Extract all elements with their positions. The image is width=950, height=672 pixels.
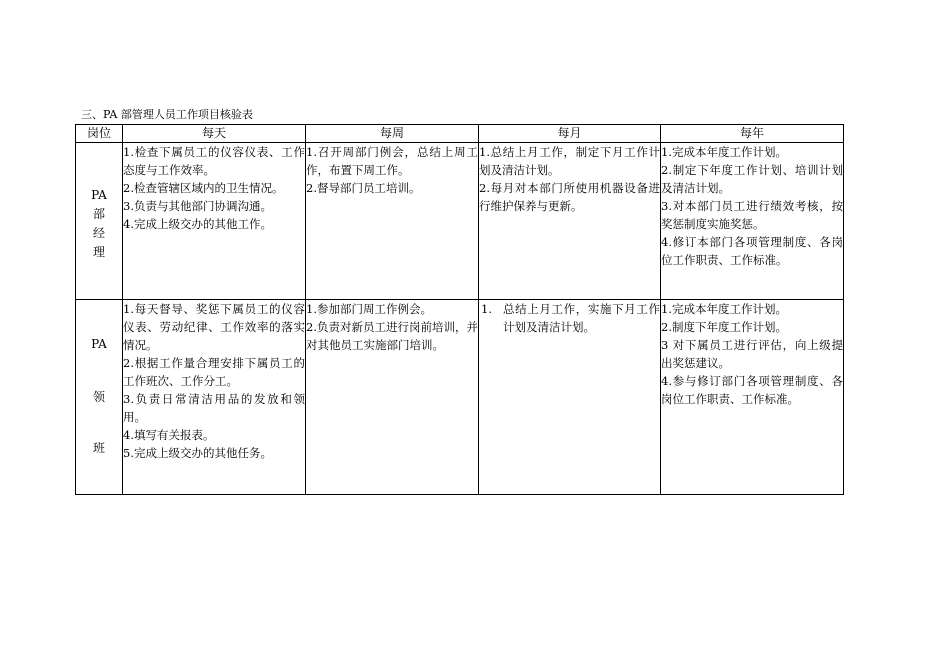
- duty-item: 1.完成本年度工作计划。: [661, 145, 787, 159]
- duty-item-number: 1.: [481, 302, 492, 316]
- duty-item: 4.完成上级交办的其他工作。: [123, 217, 272, 231]
- position-label-line: PA: [91, 337, 107, 351]
- duty-item: 1.参加部门周工作例会。: [306, 302, 432, 316]
- header-weekly: 每周: [306, 125, 479, 143]
- duty-item: 1.总结上月工作，制定下月工作计划及清洁计划。: [479, 145, 660, 177]
- duty-item: 2.制度下年度工作计划。: [661, 320, 787, 334]
- position-label-line: 班: [92, 441, 105, 455]
- duty-item: 3 对下属员工进行评估，向上级提出奖惩建议。: [661, 338, 843, 370]
- table-header-row: [76, 125, 844, 143]
- duty-item: 1.检查下属员工的仪容仪表、工作态度与工作效率。: [123, 145, 305, 177]
- position-label-line: PA: [91, 188, 107, 202]
- header-position: 岗位: [76, 125, 123, 143]
- monthly-duties-cell: [479, 143, 661, 300]
- duty-item: 2.检查管辖区域内的卫生情况。: [123, 181, 284, 195]
- duty-item: 1.每天督导、奖惩下属员工的仪容仪表、劳动纪律、工作效率的落实情况。: [123, 302, 305, 352]
- duty-item: 3.负责与其他部门协调沟通。: [123, 199, 272, 213]
- duty-item: 4.填写有关报表。: [123, 428, 215, 442]
- duty-item: 3.负责日常清洁用品的发放和领用。: [123, 392, 305, 424]
- duty-item: 2.制定下年度工作计划、培训计划及清洁计划。: [661, 163, 843, 195]
- duty-item: 5.完成上级交办的其他任务。: [123, 446, 272, 460]
- position-label-line: 部: [92, 207, 105, 221]
- duty-item: 2.每月对本部门所使用机器设备进行维护保养与更新。: [479, 181, 660, 213]
- table-row-pa-manager: [76, 143, 844, 300]
- duty-item-text: 总结上月工作，实施下月工作计划及清洁计划。: [503, 302, 660, 334]
- duty-item: [479, 300, 660, 336]
- header-yearly: 每年: [661, 125, 844, 143]
- yearly-duties-cell: [661, 300, 844, 495]
- weekly-duties-cell: [306, 300, 479, 495]
- duty-item: 3.对本部门员工进行绩效考核，按奖惩制度实施奖惩。: [661, 199, 843, 231]
- duty-item: 1.召开周部门例会，总结上周工作，布置下周工作。: [306, 145, 478, 177]
- duty-item: 4.参与修订部门各项管理制度、各岗位工作职责、工作标准。: [661, 374, 843, 406]
- position-cell-pa-supervisor: [76, 300, 123, 495]
- daily-duties-cell: [123, 300, 306, 495]
- header-daily: 每天: [123, 125, 306, 143]
- duty-item: 2.督导部门员工培训。: [306, 181, 421, 195]
- table-row-pa-supervisor: [76, 300, 844, 495]
- position-label-line: 领: [92, 390, 105, 404]
- duty-item: 2.负责对新员工进行岗前培训，并对其他员工实施部门培训。: [306, 320, 478, 352]
- duty-item: 2.根据工作量合理安排下属员工的工作班次、工作分工。: [123, 356, 305, 388]
- work-checklist-table: [75, 124, 844, 495]
- document-title: 三、PA 部管理人员工作项目核验表: [81, 108, 253, 121]
- position-cell-pa-manager: [76, 143, 123, 300]
- header-monthly: 每月: [479, 125, 661, 143]
- position-label-line: 经: [92, 226, 105, 240]
- duty-item: 1.完成本年度工作计划。: [661, 302, 787, 316]
- yearly-duties-cell: [661, 143, 844, 300]
- daily-duties-cell: [123, 143, 306, 300]
- duty-item: 4.修订本部门各项管理制度、各岗位工作职责、工作标准。: [661, 235, 843, 267]
- monthly-duties-cell: [479, 300, 661, 495]
- weekly-duties-cell: [306, 143, 479, 300]
- position-label-line: 理: [92, 245, 105, 259]
